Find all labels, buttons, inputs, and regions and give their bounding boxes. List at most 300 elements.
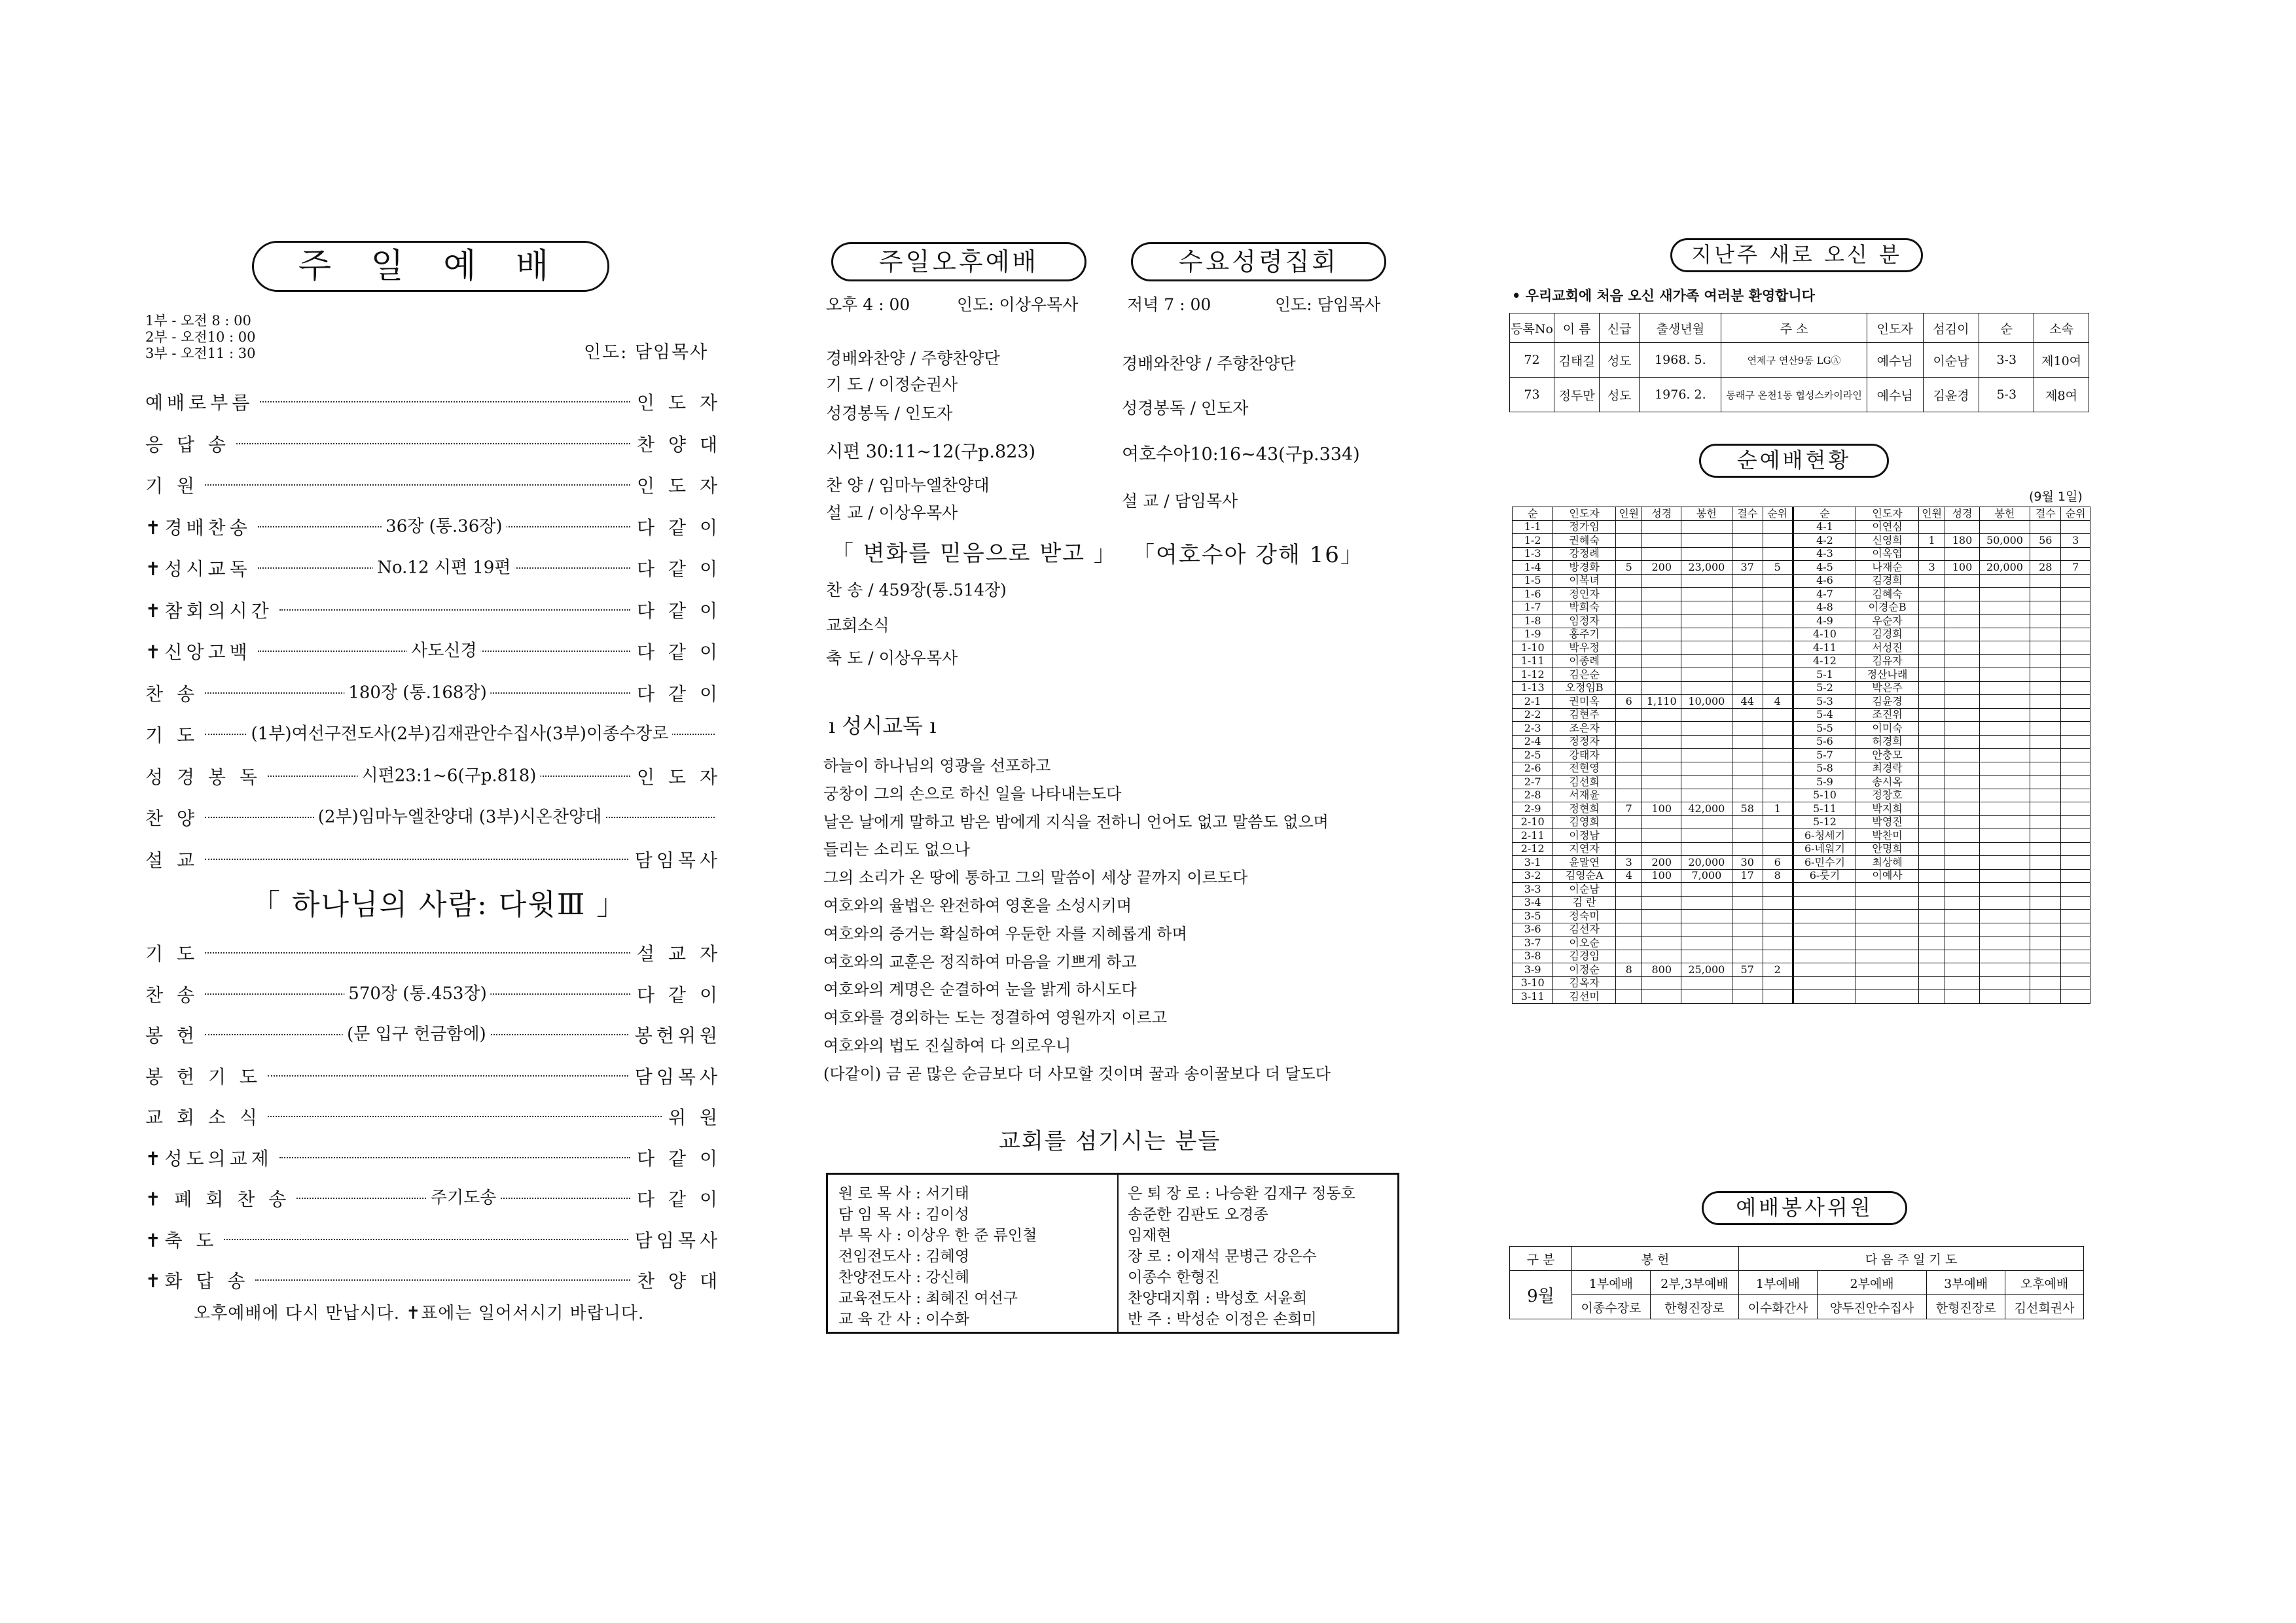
attendance-cell: 5-7 [1793,749,1856,762]
order-item-label: ✝축 도 [145,1229,218,1251]
attendance-cell [1615,976,1642,990]
newcomers-cell: 정두만 [1554,378,1600,412]
order-item-detail: (문 입구 헌금함에) [343,1021,490,1045]
order-item-role: 위 원 [668,1107,721,1128]
newcomers-cell: 73 [1510,378,1554,412]
attendance-cell: 정가임 [1553,520,1615,534]
attendance-cell [1945,976,1979,990]
staff-entry: 원 로 목 사 : 서기태 [838,1185,969,1202]
attendance-cell [1763,950,1793,963]
attendance-cell: 2-1 [1513,695,1553,709]
attendance-cell [1642,601,1681,615]
attendance-cell [1918,789,1945,802]
attendance-cell: 2-7 [1513,776,1553,789]
attendance-cell: 권미옥 [1553,695,1615,709]
attendance-cell [1763,615,1793,628]
attendance-cell [1732,588,1763,601]
attendance-cell [1918,749,1945,762]
order-item [145,597,721,623]
attendance-cell: 200 [1642,856,1681,870]
attendance-cell [1642,990,1681,1004]
attendance-cell [1856,923,1918,936]
attendance-cell [2061,574,2090,588]
svc-sub: 2부,3부예배 [1650,1271,1738,1295]
order-item-detail: 시편23:1~6(구p.818) [358,762,541,786]
order-item-label: 찬 송 [145,683,198,705]
attendance-cell [1681,735,1732,749]
attendance-cell [1732,976,1763,990]
attendance-cell [1918,883,1945,897]
table-row [1513,668,2090,682]
attendance-cell: 4-11 [1793,641,1856,655]
attendance-cell [1642,520,1681,534]
attendance-cell: 58 [1732,802,1763,816]
attendance-cell [1979,520,2030,534]
order-item-label: ✝ 폐 회 찬 송 [145,1188,291,1210]
attendance-cell: 5-1 [1793,668,1856,682]
newcomers-cell: 예수님 [1867,343,1923,378]
attendance-cell [1615,722,1642,736]
attendance-cell [1918,976,1945,990]
attendance-cell [2030,762,2061,776]
order-item [145,1226,721,1253]
order-item-role: 다 같 이 [637,1188,721,1210]
attendance-cell [2061,869,2090,883]
attendance-cell [1642,654,1681,668]
wednesday-time: 저녁 7 : 00 [1127,295,1211,314]
attendance-cell [1793,976,1856,990]
attendance-cell: 김영희 [1553,815,1615,829]
order-item-label: ✝경배찬송 [145,516,251,539]
reading-line: 여호와의 증거는 확실하여 우둔한 자를 지혜롭게 하며 [823,924,1187,943]
attendance-cell: 1-4 [1513,561,1553,575]
attendance-cell [1945,963,1979,977]
attendance-cell [2030,547,2061,561]
order-item [145,804,721,830]
attendance-cell [1945,883,1979,897]
attendance-cell [1615,534,1642,548]
attendance-cell: 강태자 [1553,749,1615,762]
attendance-cell [1856,910,1918,923]
attendance-cell [1615,990,1642,1004]
attendance-cell [2061,950,2090,963]
attendance-cell [1945,601,1979,615]
attendance-cell: 박희숙 [1553,601,1615,615]
attendance-cell: 28 [2030,561,2061,575]
table-row [1513,789,2090,802]
order-item-role: 담임목사 [634,1065,721,1088]
newcomers-cell: 제10여 [2034,343,2089,378]
attendance-cell: 5-9 [1793,776,1856,789]
attendance-cell [1642,668,1681,682]
order-item-detail: (1부)여선구전도사(2부)김재관안수집사(3부)이종수장로 [247,721,673,745]
attendance-cell: 56 [2030,534,2061,548]
attendance-cell: 2 [1763,963,1793,977]
attendance-cell [1979,615,2030,628]
attendance-header: 성경 [1642,507,1681,521]
attendance-header: 봉헌 [1979,507,2030,521]
dot-leader [205,484,630,486]
table-row [1513,976,2090,990]
attendance-cell [1763,910,1793,923]
attendance-cell [1945,776,1979,789]
attendance-cell [1918,856,1945,870]
attendance-cell [2030,668,2061,682]
attendance-cell: 1-1 [1513,520,1553,534]
attendance-cell [1856,936,1918,950]
attendance-cell [1732,708,1763,722]
attendance-cell [1763,668,1793,682]
svc-name: 이종수장로 [1572,1295,1651,1319]
attendance-header: 순위 [2061,507,2090,521]
attendance-cell [1615,950,1642,963]
newcomers-header: 출생년월 [1640,313,1721,343]
attendance-cell: 강정례 [1553,547,1615,561]
attendance-cell [2030,963,2061,977]
dot-leader [255,1279,630,1281]
attendance-cell [1732,534,1763,548]
attendance-cell [2030,789,2061,802]
wednesday-line: 여호수아10:16~43(구p.334) [1122,444,1360,465]
attendance-cell: 신영희 [1856,534,1918,548]
attendance-cell: 6 [1615,695,1642,709]
attendance-cell [1945,910,1979,923]
attendance-cell: 5 [1763,561,1793,575]
attendance-cell [2030,896,2061,910]
order-item-label: 예배로부름 [145,392,254,414]
attendance-cell [2030,990,2061,1004]
attendance-cell: 5-2 [1793,681,1856,695]
attendance-cell: 서성진 [1856,641,1918,655]
attendance-cell [1732,896,1763,910]
attendance-cell [1793,963,1856,977]
attendance-cell [1732,829,1763,843]
newcomers-header: 순 [1979,313,2034,343]
attendance-cell: 1,110 [1642,695,1681,709]
attendance-cell [1642,762,1681,776]
table-row [1513,749,2090,762]
attendance-cell [2061,547,2090,561]
newcomers-header: 인도자 [1867,313,1923,343]
attendance-cell [1642,615,1681,628]
table-row [1513,695,2090,709]
attendance-cell [1945,829,1979,843]
attendance-cell [1681,910,1732,923]
attendance-cell [1681,976,1732,990]
attendance-cell [2061,708,2090,722]
attendance-cell [1732,547,1763,561]
attendance-cell [2030,628,2061,641]
attendance-cell [2061,695,2090,709]
attendance-cell: 3-11 [1513,990,1553,1004]
order-item-detail: 36장 (통.36장) [382,512,506,537]
svc-name: 이수화간사 [1739,1295,1818,1319]
attendance-cell [1763,722,1793,736]
reading-line: 들리는 소리도 없으나 [823,840,970,859]
attendance-cell [1918,829,1945,843]
attendance-cell [1732,762,1763,776]
attendance-cell [1979,936,2030,950]
attendance-cell [1918,762,1945,776]
order-item [145,981,721,1007]
attendance-cell: 5-4 [1793,708,1856,722]
attendance-cell [1945,547,1979,561]
attendance-cell: 3-8 [1513,950,1553,963]
staff-entry: 반 주 : 박성순 이정은 손희미 [1128,1311,1317,1328]
attendance-cell [1615,923,1642,936]
order-item-detail: (2부)임마누엘찬양대 (3부)시온찬양대 [314,804,606,828]
attendance-cell: 김선미 [1553,990,1615,1004]
attendance-cell [2061,588,2090,601]
newcomers-cell: 예수님 [1867,378,1923,412]
attendance-cell: 30 [1732,856,1763,870]
attendance-cell [1918,936,1945,950]
order-item-role: 다 같 이 [637,516,721,539]
attendance-cell: 4-10 [1793,628,1856,641]
table-row [1513,896,2090,910]
attendance-cell [1793,950,1856,963]
attendance-cell [1681,936,1732,950]
attendance-cell [1615,641,1642,655]
attendance-cell: 2-2 [1513,708,1553,722]
attendance-cell [1918,910,1945,923]
attendance-cell [1918,896,1945,910]
attendance-header: 성경 [1945,507,1979,521]
svc-sub: 2부예배 [1817,1271,1926,1295]
table-row [1510,378,2089,412]
order-item [145,1145,721,1171]
attendance-cell [1615,708,1642,722]
order-item-label: 기 도 [145,724,198,746]
attendance-cell [2030,520,2061,534]
attendance-cell: 1-3 [1513,547,1553,561]
attendance-cell: 2-6 [1513,762,1553,776]
attendance-cell [1615,588,1642,601]
attendance-cell [2030,615,2061,628]
attendance-cell: 정창호 [1856,789,1918,802]
attendance-cell [1642,976,1681,990]
attendance-cell [1681,923,1732,936]
attendance-cell [1615,762,1642,776]
attendance-cell [1681,641,1732,655]
order-item-role: 다 같 이 [637,599,721,622]
attendance-cell: 1-5 [1513,574,1553,588]
newcomers-cell: 1968. 5. [1640,343,1721,378]
dot-leader [258,516,630,537]
attendance-cell [1681,842,1732,856]
attendance-cell: 4-12 [1793,654,1856,668]
attendance-cell [1945,789,1979,802]
attendance-cell [1642,936,1681,950]
attendance-cell [1945,842,1979,856]
afternoon-line: 기 도 / 이정순권사 [826,375,958,394]
attendance-cell [1979,588,2030,601]
attendance-cell: 허경희 [1856,735,1918,749]
attendance-cell [1763,547,1793,561]
table-row [1513,963,2090,977]
attendance-cell [2030,976,2061,990]
attendance-cell: 이오순 [1553,936,1615,950]
attendance-cell [1945,695,1979,709]
attendance-cell: 1-12 [1513,668,1553,682]
attendance-cell [2030,574,2061,588]
dot-leader [205,859,628,860]
attendance-cell [1918,815,1945,829]
attendance-cell [2061,990,2090,1004]
attendance-cell [1918,923,1945,936]
table-row [1513,520,2090,534]
attendance-cell [1732,722,1763,736]
staff-entry: 송준한 김판도 오경종 [1128,1206,1268,1223]
table-row [1513,842,2090,856]
afternoon-line: 성경봉독 / 인도자 [826,404,953,423]
attendance-cell [1918,547,1945,561]
attendance-cell [1979,869,2030,883]
attendance-cell [1763,776,1793,789]
attendance-cell [1642,574,1681,588]
attendance-cell [1615,896,1642,910]
order-item-role: 다 같 이 [637,683,721,705]
attendance-cell: 이미숙 [1856,722,1918,736]
table-row [1513,735,2090,749]
staff-box [826,1173,1399,1334]
attendance-cell: 안충모 [1856,749,1918,762]
afternoon-line: 교회소식 [826,616,889,635]
table-row [1513,547,2090,561]
attendance-cell [1945,628,1979,641]
attendance-cell: 23,000 [1681,561,1732,575]
newcomers-cell: 5-3 [1979,378,2034,412]
attendance-cell [1945,574,1979,588]
attendance-cell: 4-1 [1793,520,1856,534]
attendance-cell [2030,829,2061,843]
order-item-role: 담임목사 [634,849,721,871]
attendance-cell: 3 [2061,534,2090,548]
attendance-cell [1681,789,1732,802]
attendance-cell: 6-네워기 [1793,842,1856,856]
attendance-cell [1615,574,1642,588]
attendance-cell [1732,950,1763,963]
attendance-cell [2061,735,2090,749]
attendance-cell [1681,681,1732,695]
sunday-title: 주 일 예 배 [252,241,609,292]
newcomers-cell: 연제구 연산9동 LGⒶ [1721,343,1867,378]
sunday-sermon-title: 「 하나님의 사람: 다윗Ⅲ 」 [251,888,627,921]
attendance-cell: 37 [1732,561,1763,575]
attendance-cell [1681,749,1732,762]
attendance-cell: 5-3 [1793,695,1856,709]
attendance-cell [1945,856,1979,870]
attendance-cell [1945,735,1979,749]
attendance-cell [1918,654,1945,668]
attendance-cell: 2-5 [1513,749,1553,762]
attendance-cell [2061,802,2090,816]
attendance-cell: 1-6 [1513,588,1553,601]
attendance-cell [1615,936,1642,950]
newcomers-cell: 동래구 온천1동 협성스카이라인 [1721,378,1867,412]
order-item [145,721,721,747]
attendance-cell [1945,923,1979,936]
attendance-cell: 2-3 [1513,722,1553,736]
attendance-cell: 1-7 [1513,601,1553,615]
attendance-cell: 4-3 [1793,547,1856,561]
attendance-cell [1945,896,1979,910]
attendance-cell: 1-11 [1513,654,1553,668]
attendance-cell: 김유자 [1856,654,1918,668]
attendance-cell: 4 [1763,695,1793,709]
order-item-role: 다 같 이 [637,1147,721,1169]
attendance-cell [1615,681,1642,695]
attendance-header: 순 [1513,507,1553,521]
svc-sub: 1부예배 [1572,1271,1651,1295]
dot-leader [224,1239,628,1240]
attendance-cell [1945,869,1979,883]
attendance-cell: 6 [1763,856,1793,870]
order-item-role: 인 도 자 [637,766,721,788]
table-row [1510,343,2089,378]
attendance-cell: 100 [1945,561,1979,575]
svc-header-offering: 봉 헌 [1572,1247,1739,1271]
attendance-cell [1615,789,1642,802]
wednesday-line: 성경봉독 / 인도자 [1122,399,1249,418]
attendance-cell [2061,601,2090,615]
staff-entry: 교육전도사 : 최혜진 여선구 [838,1290,1018,1307]
attendance-cell [1979,654,2030,668]
attendance-cell [1979,789,2030,802]
attendance-cell [1681,615,1732,628]
attendance-cell: 이종례 [1553,654,1615,668]
attendance-cell [1615,628,1642,641]
order-item-role: 담임목사 [634,1229,721,1251]
attendance-cell [2030,722,2061,736]
attendance-cell [1681,990,1732,1004]
attendance-cell: 박우정 [1553,641,1615,655]
attendance-cell [1763,681,1793,695]
attendance-cell: 3-6 [1513,923,1553,936]
order-item-role: 찬 양 대 [637,1270,721,1292]
reading-title: ı 성시교독 ı [829,713,937,738]
newcomers-table [1509,313,2089,412]
staff-entry: 찬양대지휘 : 박성호 서윤희 [1128,1290,1308,1307]
table-row [1513,574,2090,588]
attendance-cell [1763,534,1793,548]
reading-line: 여호와의 법도 진실하여 다 의로우니 [823,1037,1071,1055]
reading-line: 하늘이 하나님의 영광을 선포하고 [823,757,1051,775]
dot-leader [205,724,715,744]
attendance-cell [2061,762,2090,776]
attendance-cell: 4-9 [1793,615,1856,628]
attendance-cell [1918,842,1945,856]
afternoon-line: 찬 양 / 임마누엘찬양대 [826,476,990,495]
table-row [1513,561,2090,575]
order-item-detail: No.12 시편 19편 [373,554,514,579]
order-item [145,763,721,789]
newcomers-header: 등록No [1510,313,1554,343]
attendance-cell: 4 [1615,869,1642,883]
attendance-cell [1763,749,1793,762]
attendance-cell: 3-7 [1513,936,1553,950]
attendance-cell [1856,950,1918,963]
attendance-cell: 1-10 [1513,641,1553,655]
attendance-cell [1763,923,1793,936]
attendance-cell: 김경임 [1553,950,1615,963]
newcomers-header: 이 름 [1554,313,1600,343]
newcomers-cell: 성도 [1600,378,1640,412]
table-row [1513,883,2090,897]
svc-sub: 3부예배 [1927,1271,2005,1295]
attendance-cell [1763,976,1793,990]
attendance-cell [1681,520,1732,534]
